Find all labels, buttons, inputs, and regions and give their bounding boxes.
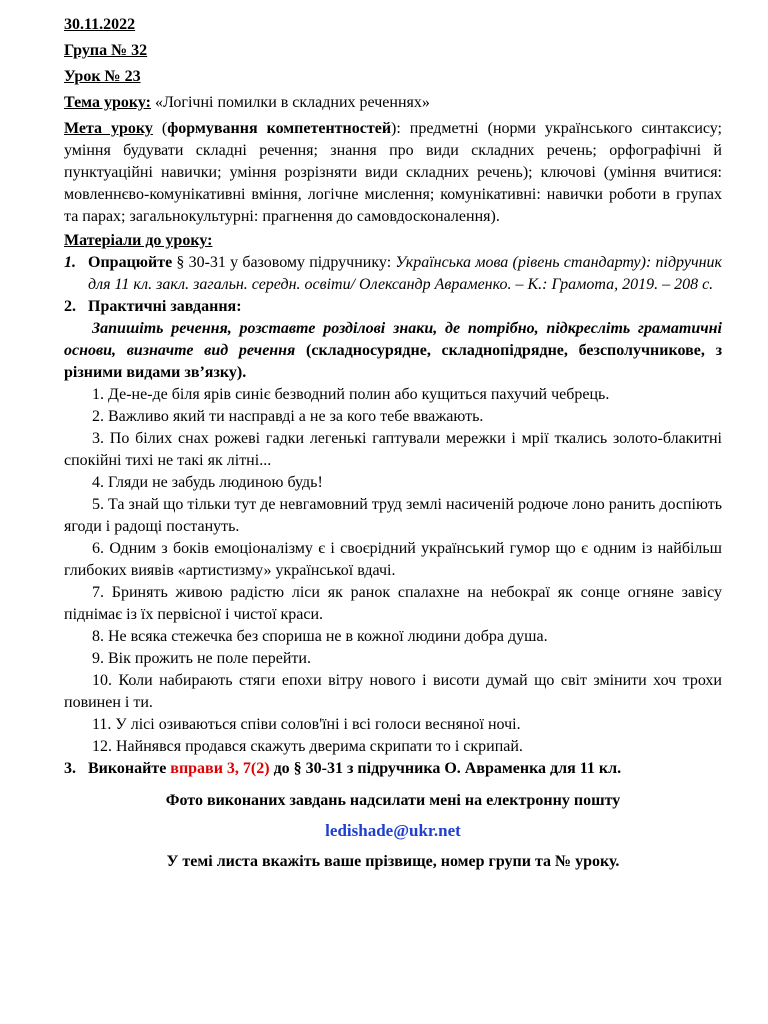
lesson-date: 30.11.2022	[64, 16, 136, 33]
lesson-topic	[64, 90, 722, 116]
item-1-number: 1.	[64, 254, 76, 271]
item-3-number: 3.	[64, 760, 76, 777]
goal-paren: (	[152, 120, 168, 137]
item-3-exercise-numbers: 3, 7(2)	[226, 760, 270, 777]
sentence-12: 12. Найнявся продався скажуть дверима скрипати то і скрипай.	[92, 738, 523, 755]
sentence-7: 7. Бринять живою радістю ліси як ранок спалахне на небокраї як сонце огняне завісу піднімає із їх первісної і чистої краси.	[64, 584, 722, 623]
item-1-text	[88, 252, 722, 296]
item-3-text	[88, 758, 722, 780]
sentence-4: 4. Гляди не забудь людиною будь!	[92, 474, 323, 491]
item-3-post: до § 30-31 з підручника О. Авраменка для 11 кл.	[269, 760, 622, 777]
item-1-plain: § 30-31 у базовому підручнику:	[172, 254, 396, 271]
goal-text: ): предметні (норми українського синтаксису; уміння будувати складні речення; знання про види складних речень; орфографічні й пунктуаційні навички; уміння розрізняти види складних речень); ключові (уміння вчитися: мовленнєво-комунікативні вміння, логічне мислення; комунікативні: навички роботи в групах та парах; загальнокультурні: прагнення до самовдосконалення).	[64, 120, 722, 225]
task-instruction	[64, 318, 722, 384]
instruction-bold: (складносурядне, складнопідрядне, безсполучникове, з різними видами зв’язку).	[64, 342, 723, 381]
sentence-2: 2. Важливо який ти насправді а не за кого тебе вважають.	[92, 408, 484, 425]
contact-email-link[interactable]: ledishade@ukr.net	[325, 821, 461, 840]
topic-label: Тема уроку:	[64, 94, 151, 111]
materials-item-2	[64, 296, 722, 318]
instruction-italic: Запишіть речення, розставте розділові знаки, де потрібно, підкресліть граматичні основи, визначте вид речення	[64, 320, 722, 359]
sentence-6: 6. Одним з боків емоціоналізму є і своєрідний український гумор що є одним із найбільш глибоких виявів «артистизму» української вдачі.	[64, 540, 722, 579]
lesson-number: Урок № 23	[64, 68, 141, 85]
sentence-8: 8. Не всяка стежечка без спориша не в кожної людини добра душа.	[92, 628, 548, 645]
footer-instruction: Фото виконаних завдань надсилати мені на електронну пошту	[165, 792, 621, 809]
item-3-pre: Виконайте	[88, 760, 171, 777]
sentence-5: 5. Та знай що тільки тут де невгамовний труд землі насиченій родюче лоно ранить доспіють ягоди і радощі постануть.	[64, 496, 722, 535]
sentence-11: 11. У лісі озиваються співи солов'їні і всі голоси весняної ночі.	[92, 716, 521, 733]
materials-item-3	[64, 758, 722, 780]
materials-item-1	[64, 252, 722, 296]
sentence-3: 3. По білих снах рожеві гадки легенькі гаптували мережки і мрії ткались золото-блакитні спокійні тихі не такі як літні...	[64, 430, 722, 469]
goal-label: Мета уроку	[64, 120, 153, 137]
item-1-citation: Українська мова (рівень стандарту): підручник для 11 кл. закл. загальн. середн. освіти/ Олександр Авраменко. – К.: Грамота, 2019. – 208 с.	[88, 254, 723, 293]
item-1-bold: Опрацюйте	[88, 254, 173, 271]
item-2-number: 2.	[64, 298, 76, 315]
topic-text: «Логічні помилки в складних реченнях»	[150, 94, 430, 111]
sentence-9: 9. Вік прожить не поле перейти.	[92, 650, 311, 667]
footer-email-line	[64, 820, 722, 843]
sentence-1: 1. Де-не-де біля ярів синіє безводний полин або кущиться пахучий чебрець.	[92, 386, 610, 403]
item-3-exercises-label: вправи	[170, 760, 227, 777]
group-number: Група № 32	[64, 42, 148, 59]
item-2-title: Практичні завдання:	[88, 298, 242, 315]
materials-title: Матеріали до уроку:	[64, 232, 213, 249]
lesson-goal	[64, 118, 722, 228]
goal-bold: формування компетентностей	[167, 120, 392, 137]
footer-subject-note: У темі листа вкажіть ваше прізвище, номер групи та № уроку.	[166, 853, 620, 870]
sentence-10: 10. Коли набирають стяги епохи вітру нового і висоти думай що світ змінити хоч трохи повинен і ти.	[64, 672, 722, 711]
